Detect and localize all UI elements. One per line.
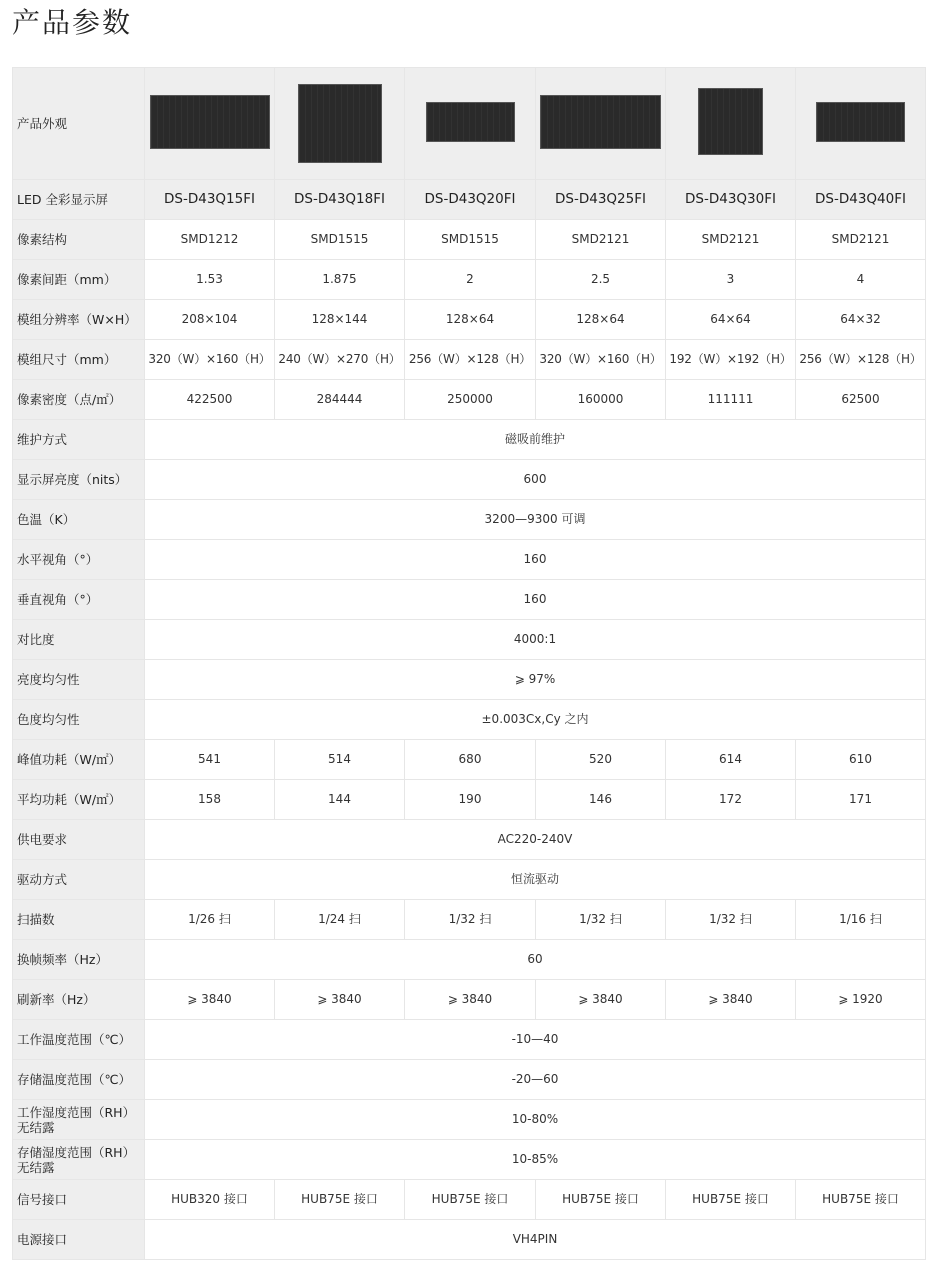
table-cell: 2: [405, 260, 536, 300]
shared-cell: 60: [145, 940, 926, 980]
model-cell: DS-D43Q20FI: [405, 180, 536, 220]
table-row-module-resolution: [13, 300, 926, 340]
shared-cell: VH4PIN: [145, 1220, 926, 1260]
shared-cell: 4000:1: [145, 620, 926, 660]
table-cell: ⩾ 1920: [796, 980, 926, 1020]
row-label: 驱动方式: [13, 860, 145, 900]
table-cell: 1/26 扫: [145, 900, 275, 940]
row-label: 模组尺寸（mm）: [13, 340, 145, 380]
led-panel-image: [298, 84, 382, 163]
row-label: 像素间距（mm）: [13, 260, 145, 300]
shared-cell: 160: [145, 540, 926, 580]
table-row-chroma-uniformity: [13, 700, 926, 740]
table-cell: SMD1515: [275, 220, 405, 260]
shared-cell: 10-85%: [145, 1140, 926, 1180]
table-cell: 62500: [796, 380, 926, 420]
table-cell: 3: [666, 260, 796, 300]
row-label: 水平视角（°）: [13, 540, 145, 580]
product-image-cell: [145, 68, 275, 180]
table-cell: HUB75E 接口: [536, 1180, 666, 1220]
table-cell: 520: [536, 740, 666, 780]
row-label: [13, 1140, 145, 1180]
table-row-pixel-structure: [13, 220, 926, 260]
table-cell: 320（W）×160（H）: [536, 340, 666, 380]
row-label-line: 存储湿度范围（RH）: [17, 1144, 136, 1160]
row-label: 模组分辨率（W×H）: [13, 300, 145, 340]
table-cell: ⩾ 3840: [275, 980, 405, 1020]
table-row-color-temp: [13, 500, 926, 540]
table-cell: 422500: [145, 380, 275, 420]
table-cell: 614: [666, 740, 796, 780]
table-row-signal-interface: [13, 1180, 926, 1220]
row-label-line: 无结露: [17, 1119, 55, 1135]
table-cell: 128×64: [536, 300, 666, 340]
table-cell: SMD2121: [666, 220, 796, 260]
table-cell: ⩾ 3840: [145, 980, 275, 1020]
product-image-cell: [666, 68, 796, 180]
shared-cell: 恒流驱动: [145, 860, 926, 900]
table-row-brightness: [13, 460, 926, 500]
table-row-storage-temp: [13, 1060, 926, 1100]
table-row-scan: [13, 900, 926, 940]
model-cell: DS-D43Q40FI: [796, 180, 926, 220]
table-cell: SMD2121: [796, 220, 926, 260]
led-panel-image: [150, 95, 270, 149]
table-row-storage-humidity: [13, 1140, 926, 1180]
table-cell: 610: [796, 740, 926, 780]
table-cell: 160000: [536, 380, 666, 420]
table-cell: 4: [796, 260, 926, 300]
row-label: 换帧频率（Hz）: [13, 940, 145, 980]
shared-cell: 3200—9300 可调: [145, 500, 926, 540]
table-cell: 240（W）×270（H）: [275, 340, 405, 380]
led-panel-image: [698, 88, 763, 155]
table-cell: 1.875: [275, 260, 405, 300]
table-cell: 128×144: [275, 300, 405, 340]
table-cell: ⩾ 3840: [405, 980, 536, 1020]
shared-cell: -20—60: [145, 1060, 926, 1100]
row-label: 电源接口: [13, 1220, 145, 1260]
table-cell: HUB320 接口: [145, 1180, 275, 1220]
table-row-contrast: [13, 620, 926, 660]
table-row-pixel-pitch: [13, 260, 926, 300]
table-cell: 190: [405, 780, 536, 820]
table-cell: 1/16 扫: [796, 900, 926, 940]
table-cell: 284444: [275, 380, 405, 420]
row-label: 显示屏亮度（nits）: [13, 460, 145, 500]
table-row-op-humidity: [13, 1100, 926, 1140]
table-cell: 128×64: [405, 300, 536, 340]
table-cell: ⩾ 3840: [536, 980, 666, 1020]
row-label: 垂直视角（°）: [13, 580, 145, 620]
table-cell: 1/32 扫: [536, 900, 666, 940]
led-panel-image: [540, 95, 661, 149]
row-label: 工作温度范围（℃）: [13, 1020, 145, 1060]
table-row-maintenance: [13, 420, 926, 460]
shared-cell: -10—40: [145, 1020, 926, 1060]
table-cell: 192（W）×192（H）: [666, 340, 796, 380]
row-label-line: 无结露: [17, 1159, 55, 1175]
table-row-model: [13, 180, 926, 220]
table-row-power-interface: [13, 1220, 926, 1260]
table-cell: 64×64: [666, 300, 796, 340]
table-cell: 2.5: [536, 260, 666, 300]
page-title: 产品参数: [12, 6, 133, 39]
shared-cell: ⩾ 97%: [145, 660, 926, 700]
table-cell: 541: [145, 740, 275, 780]
model-cell: DS-D43Q18FI: [275, 180, 405, 220]
table-row-h-view-angle: [13, 540, 926, 580]
table-cell: 146: [536, 780, 666, 820]
row-label: 存储温度范围（℃）: [13, 1060, 145, 1100]
table-row-v-view-angle: [13, 580, 926, 620]
table-cell: ⩾ 3840: [666, 980, 796, 1020]
table-cell: 1/24 扫: [275, 900, 405, 940]
product-image-cell: [536, 68, 666, 180]
table-cell: 250000: [405, 380, 536, 420]
table-cell: 111111: [666, 380, 796, 420]
table-cell: 1.53: [145, 260, 275, 300]
shared-cell: 160: [145, 580, 926, 620]
row-label: 供电要求: [13, 820, 145, 860]
row-label: LED 全彩显示屏: [13, 180, 145, 220]
table-cell: 64×32: [796, 300, 926, 340]
row-label: [13, 1100, 145, 1140]
table-cell: HUB75E 接口: [796, 1180, 926, 1220]
table-row-drive-mode: [13, 860, 926, 900]
table-cell: 1/32 扫: [666, 900, 796, 940]
row-label: 产品外观: [13, 68, 145, 180]
model-cell: DS-D43Q30FI: [666, 180, 796, 220]
table-cell: 158: [145, 780, 275, 820]
table-row-brightness-uniformity: [13, 660, 926, 700]
model-cell: DS-D43Q25FI: [536, 180, 666, 220]
row-label: 对比度: [13, 620, 145, 660]
table-cell: HUB75E 接口: [405, 1180, 536, 1220]
table-row-avg-power: [13, 780, 926, 820]
table-row-appearance: [13, 68, 926, 180]
table-cell: 1/32 扫: [405, 900, 536, 940]
shared-cell: AC220-240V: [145, 820, 926, 860]
table-cell: 144: [275, 780, 405, 820]
led-panel-image: [816, 102, 905, 142]
shared-cell: 600: [145, 460, 926, 500]
row-label: 平均功耗（W/㎡）: [13, 780, 145, 820]
row-label: 色度均匀性: [13, 700, 145, 740]
table-cell: SMD1212: [145, 220, 275, 260]
table-cell: 514: [275, 740, 405, 780]
product-image-cell: [405, 68, 536, 180]
row-label: 信号接口: [13, 1180, 145, 1220]
row-label: 扫描数: [13, 900, 145, 940]
table-cell: HUB75E 接口: [275, 1180, 405, 1220]
table-cell: 172: [666, 780, 796, 820]
table-cell: SMD2121: [536, 220, 666, 260]
shared-cell: 10-80%: [145, 1100, 926, 1140]
table-row-power-supply: [13, 820, 926, 860]
spec-table: [12, 67, 926, 1260]
table-row-refresh-rate: [13, 980, 926, 1020]
row-label: 色温（K）: [13, 500, 145, 540]
row-label-line: 工作湿度范围（RH）: [17, 1104, 136, 1120]
row-label: 亮度均匀性: [13, 660, 145, 700]
row-label: 峰值功耗（W/㎡）: [13, 740, 145, 780]
table-cell: 256（W）×128（H）: [405, 340, 536, 380]
table-cell: 680: [405, 740, 536, 780]
table-cell: 256（W）×128（H）: [796, 340, 926, 380]
shared-cell: 磁吸前维护: [145, 420, 926, 460]
table-row-op-temp: [13, 1020, 926, 1060]
row-label: 像素结构: [13, 220, 145, 260]
table-cell: 320（W）×160（H）: [145, 340, 275, 380]
table-cell: 171: [796, 780, 926, 820]
product-image-cell: [275, 68, 405, 180]
table-cell: HUB75E 接口: [666, 1180, 796, 1220]
product-image-cell: [796, 68, 926, 180]
table-row-frame-rate: [13, 940, 926, 980]
table-row-peak-power: [13, 740, 926, 780]
led-panel-image: [426, 102, 515, 142]
row-label: 像素密度（点/㎡）: [13, 380, 145, 420]
row-label: 维护方式: [13, 420, 145, 460]
table-row-module-size: [13, 340, 926, 380]
row-label: 刷新率（Hz）: [13, 980, 145, 1020]
shared-cell: ±0.003Cx,Cy 之内: [145, 700, 926, 740]
table-row-pixel-density: [13, 380, 926, 420]
table-cell: 208×104: [145, 300, 275, 340]
table-cell: SMD1515: [405, 220, 536, 260]
model-cell: DS-D43Q15FI: [145, 180, 275, 220]
